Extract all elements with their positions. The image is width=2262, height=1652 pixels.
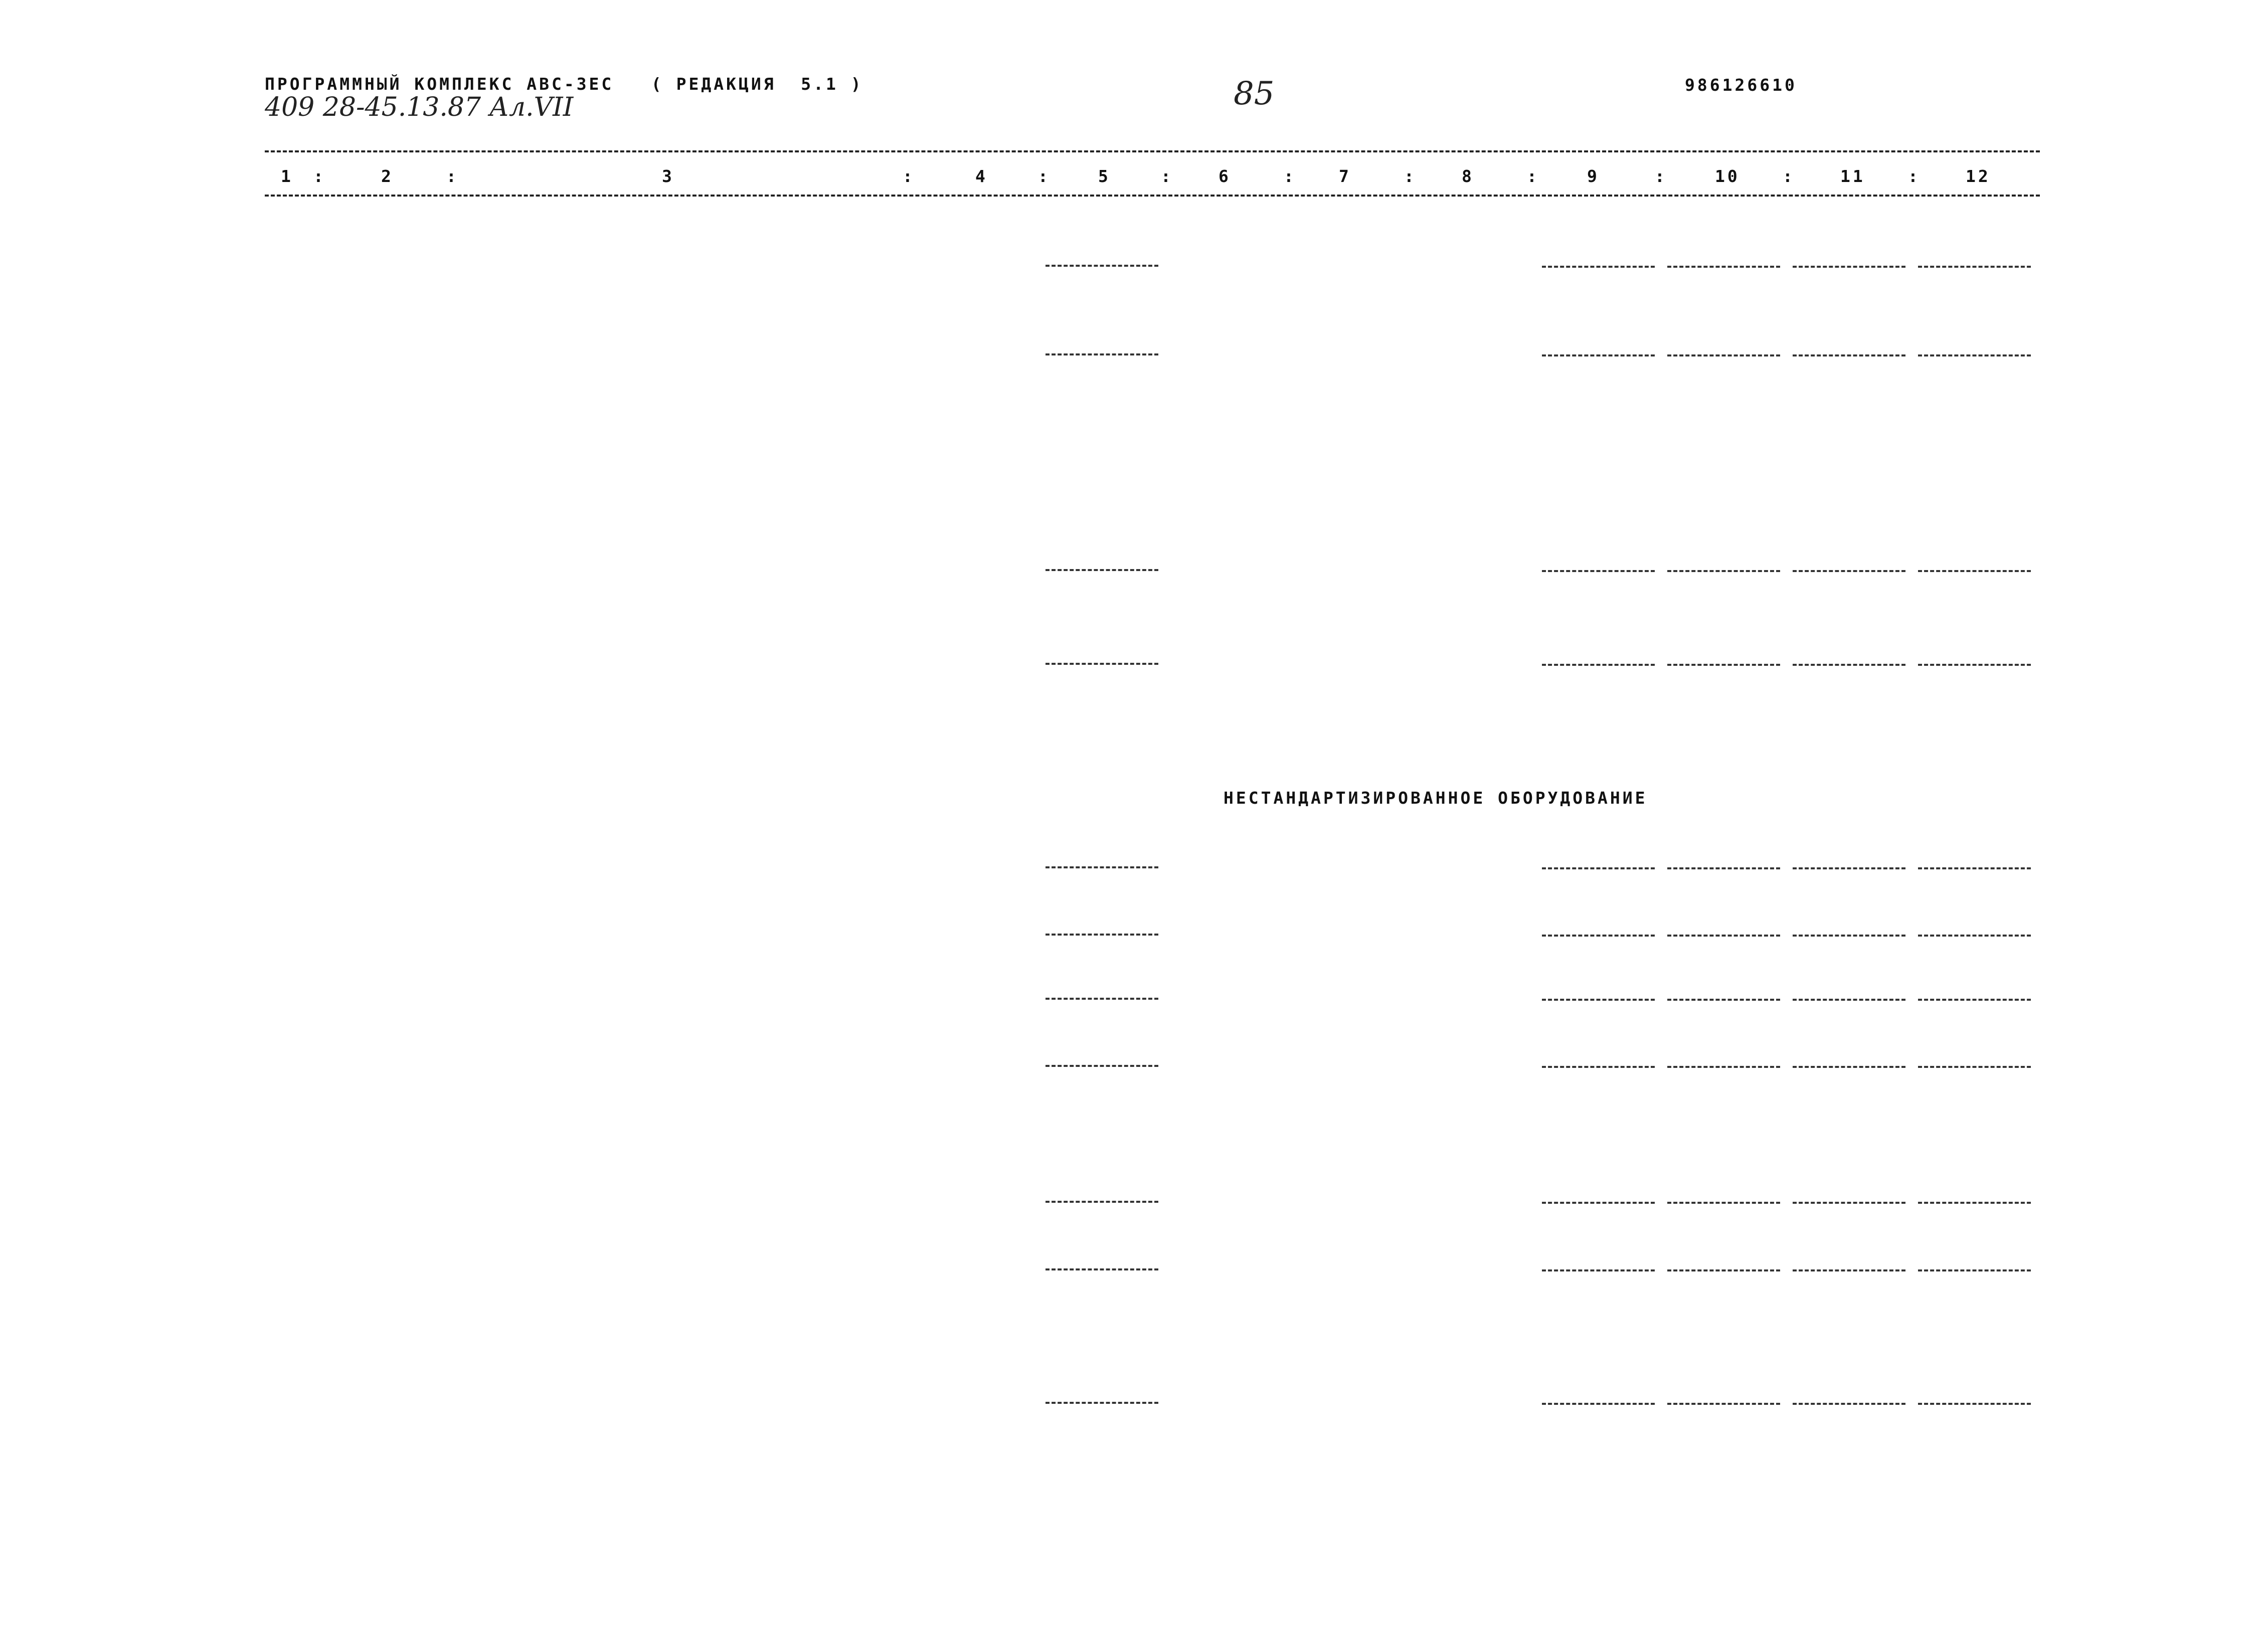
cell-underline (1667, 266, 1780, 268)
cell-underline (1793, 1066, 1905, 1068)
cell-underline (1918, 570, 2031, 572)
column-header-1: 1 (281, 166, 293, 186)
cell-underline (1046, 353, 1158, 355)
cell-underline (1793, 999, 1905, 1001)
column-header-5: 5 (1098, 166, 1111, 186)
section-title: НЕСТАНДАРТИЗИРОВАННОЕ ОБОРУДОВАНИЕ (1224, 788, 1648, 808)
cell-underline (1918, 1403, 2031, 1405)
column-separator: : (1284, 166, 1296, 186)
cell-underline (1793, 1269, 1905, 1271)
document-code: 986126610 (1685, 75, 1797, 95)
cell-underline (1667, 1403, 1780, 1405)
column-separator: : (1038, 166, 1051, 186)
cell-underline (1542, 935, 1655, 937)
cell-underline (1918, 354, 2031, 356)
cell-underline (1918, 266, 2031, 268)
cell-underline (1542, 999, 1655, 1001)
cell-underline (1918, 1269, 2031, 1271)
cell-underline (1542, 1066, 1655, 1068)
cell-underline (1918, 1202, 2031, 1204)
cell-underline (1046, 1402, 1158, 1404)
cell-underline (1046, 569, 1158, 571)
handwritten-reference: 409 28-45.13.87 Ал.VII (265, 92, 574, 122)
cell-underline (1046, 265, 1158, 267)
cell-underline (1542, 570, 1655, 572)
cell-underline (1793, 867, 1905, 869)
cell-underline (1046, 1268, 1158, 1270)
cell-underline (1046, 1201, 1158, 1203)
cell-underline (1667, 867, 1780, 869)
cell-underline (1542, 1403, 1655, 1405)
page-number: 85 (1234, 75, 1275, 112)
program-title: ПРОГРАММНЫЙ КОМПЛЕКС АВС-3ЕС ( РЕДАКЦИЯ 5.1 ) (265, 74, 863, 94)
column-header-11: 11 (1840, 166, 1865, 186)
cell-underline (1046, 934, 1158, 936)
column-separator: : (313, 166, 326, 186)
column-separator: : (1783, 166, 1795, 186)
cell-underline (1793, 1403, 1905, 1405)
cell-underline (1667, 354, 1780, 356)
column-header-8: 8 (1462, 166, 1474, 186)
cell-underline (1046, 998, 1158, 1000)
cell-underline (1793, 664, 1905, 666)
cell-underline (1046, 663, 1158, 665)
column-separator: : (1655, 166, 1667, 186)
column-separator: : (446, 166, 459, 186)
column-header-10: 10 (1715, 166, 1740, 186)
cell-underline (1667, 935, 1780, 937)
column-header-3: 3 (662, 166, 674, 186)
cell-underline (1667, 1066, 1780, 1068)
cell-underline (1793, 266, 1905, 268)
cell-underline (1918, 664, 2031, 666)
cell-underline (1667, 664, 1780, 666)
cell-underline (1542, 664, 1655, 666)
column-separator: : (1527, 166, 1539, 186)
cell-underline (1667, 999, 1780, 1001)
cell-underline (1542, 266, 1655, 268)
column-header-4: 4 (975, 166, 988, 186)
cell-underline (1793, 1202, 1905, 1204)
header-rule-top (265, 150, 2040, 152)
header-rule-bottom (265, 195, 2040, 197)
cell-underline (1542, 354, 1655, 356)
cell-underline (1918, 1066, 2031, 1068)
cell-underline (1918, 935, 2031, 937)
cell-underline (1046, 1065, 1158, 1067)
column-header-2: 2 (381, 166, 394, 186)
column-header-9: 9 (1587, 166, 1600, 186)
cell-underline (1667, 1269, 1780, 1271)
cell-underline (1046, 866, 1158, 868)
cell-underline (1793, 354, 1905, 356)
cell-underline (1918, 999, 2031, 1001)
column-header-6: 6 (1219, 166, 1231, 186)
cell-underline (1918, 867, 2031, 869)
column-separator: : (903, 166, 915, 186)
cell-underline (1793, 570, 1905, 572)
column-header-7: 7 (1339, 166, 1351, 186)
cell-underline (1667, 1202, 1780, 1204)
column-header-12: 12 (1966, 166, 1991, 186)
cell-underline (1667, 570, 1780, 572)
column-separator: : (1161, 166, 1173, 186)
column-separator: : (1404, 166, 1417, 186)
column-separator: : (1908, 166, 1921, 186)
cell-underline (1542, 1202, 1655, 1204)
cell-underline (1542, 1269, 1655, 1271)
cell-underline (1793, 935, 1905, 937)
cell-underline (1542, 867, 1655, 869)
